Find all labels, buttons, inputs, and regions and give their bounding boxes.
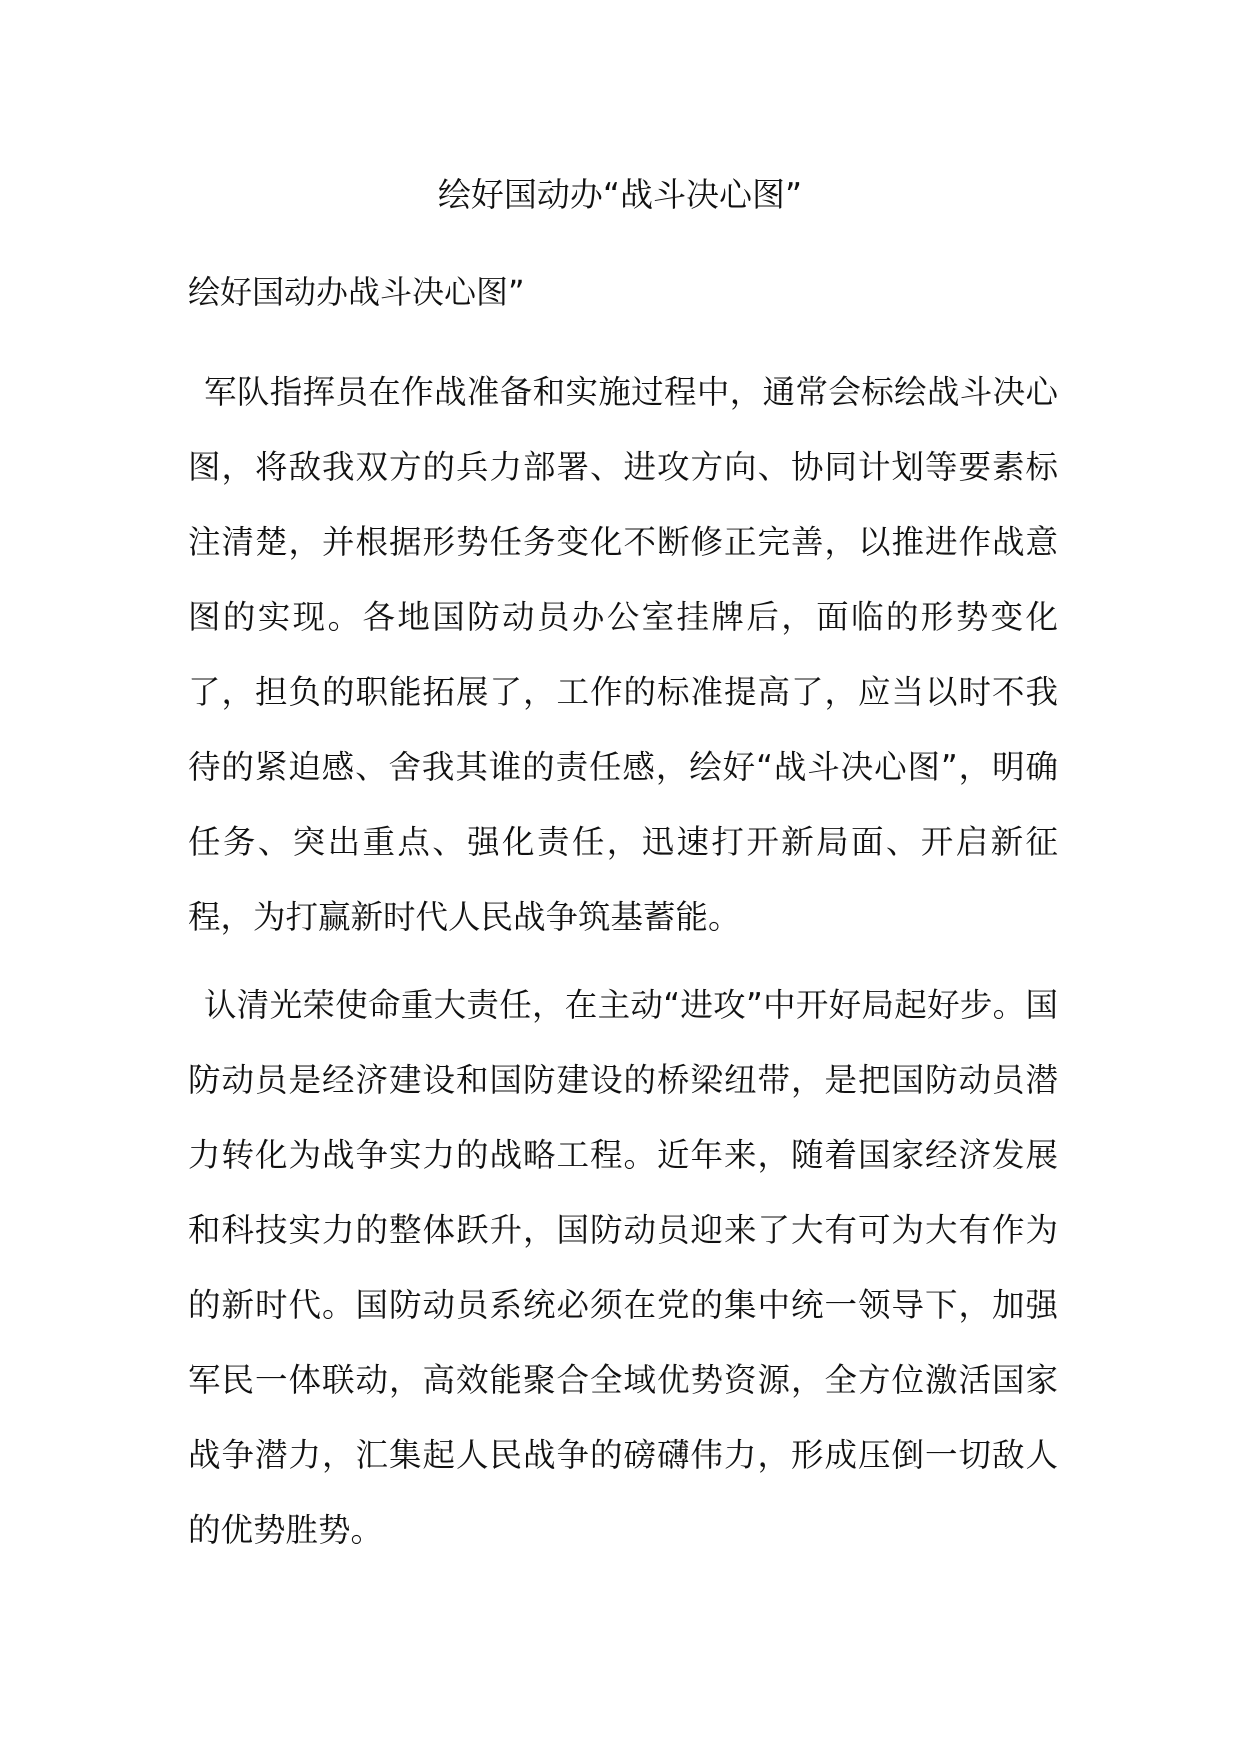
paragraph-1: 军队指挥员在作战准备和实施过程中，通常会标绘战斗决心图，将敌我双方的兵力部署、进攻方向、协同计划等要素标注清楚，并根据形势任务变化不断修正完善，以推进作战意图的实现。各地国防动员办公室挂牌后，面临的形势变化了，担负的职能拓展了，工作的标准提高了，应当以时不我待的紧迫感、舍我其谁的责任感，绘好“战斗决心图”，明确任务、突出重点、强化责任，迅速打开新局面、开启新征程，为打赢新时代人民战争筑基蓄能。 bbox=[188, 373, 1058, 936]
paragraph-2: 认清光荣使命重大责任，在主动“进攻”中开好局起好步。国防动员是经济建设和国防建设的桥梁纽带，是把国防动员潜力转化为战争实力的战略工程。近年来，随着国家经济发展和科技实力的整体跃升，国防动员迎来了大有可为大有作为的新时代。国防动员系统必须在党的集中统一领导下，加强军民一体联动，高效能聚合全域优势资源，全方位激活国家战争潜力，汇集起人民战争的磅礴伟力，形成压倒一切敌人的优势胜势。 bbox=[188, 986, 1058, 1549]
document-subtitle: 绘好国动办战斗决心图” bbox=[188, 273, 525, 311]
document-title: 绘好国动办“战斗决心图” bbox=[437, 175, 803, 214]
document-body bbox=[188, 355, 1058, 1568]
